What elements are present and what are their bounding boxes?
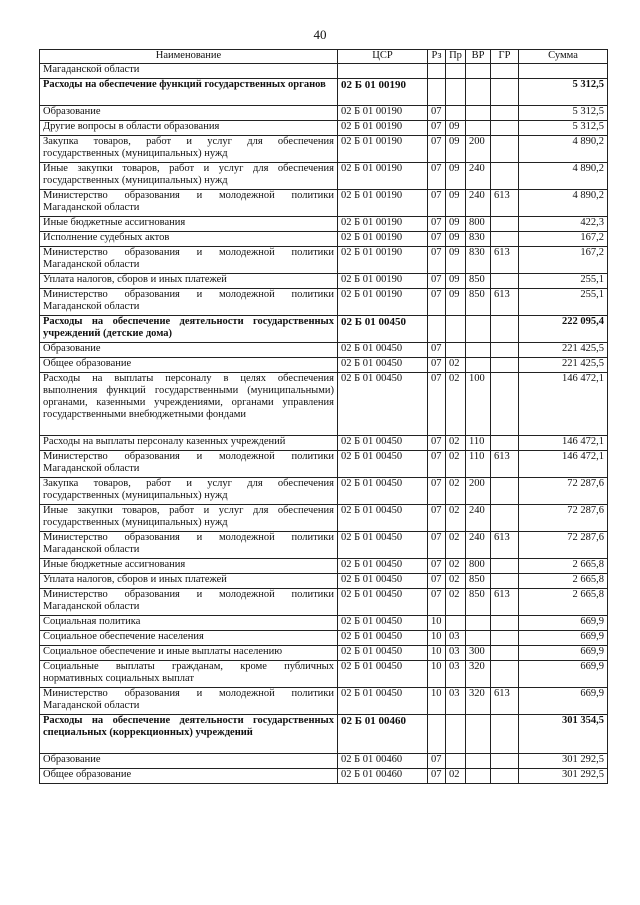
cell-name: Иные бюджетные ассигнования xyxy=(40,217,338,232)
cell-sum: 5 312,5 xyxy=(519,121,608,136)
cell-csr: 02 Б 01 00450 xyxy=(338,631,428,646)
cell-sum: 301 292,5 xyxy=(519,754,608,769)
cell-csr: 02 Б 01 00190 xyxy=(338,232,428,247)
budget-table xyxy=(39,49,608,784)
cell-rz: 07 xyxy=(428,559,446,574)
cell-gr xyxy=(491,343,519,358)
cell-rz: 10 xyxy=(428,688,446,715)
cell-vr xyxy=(466,715,491,754)
cell-name: Министерство образования и молодежной политики Магаданской области xyxy=(40,532,338,559)
cell-pr: 02 xyxy=(446,559,466,574)
cell-csr: 02 Б 01 00450 xyxy=(338,373,428,436)
cell-name: Другие вопросы в области образования xyxy=(40,121,338,136)
header-csr: ЦСР xyxy=(338,50,428,64)
cell-name: Расходы на обеспечение функций государственных органов xyxy=(40,79,338,106)
cell-csr: 02 Б 01 00450 xyxy=(338,343,428,358)
cell-pr: 02 xyxy=(446,574,466,589)
cell-rz: 07 xyxy=(428,136,446,163)
table-row xyxy=(40,478,608,505)
cell-name: Социальная политика xyxy=(40,616,338,631)
cell-pr: 03 xyxy=(446,646,466,661)
cell-csr: 02 Б 01 00450 xyxy=(338,532,428,559)
cell-rz: 07 xyxy=(428,358,446,373)
cell-sum: 422,3 xyxy=(519,217,608,232)
cell-gr xyxy=(491,106,519,121)
cell-name: Общее образование xyxy=(40,769,338,784)
cell-pr: 03 xyxy=(446,631,466,646)
cell-sum: 301 354,5 xyxy=(519,715,608,754)
cell-rz: 07 xyxy=(428,754,446,769)
table-row xyxy=(40,136,608,163)
cell-rz xyxy=(428,79,446,106)
cell-vr: 240 xyxy=(466,190,491,217)
cell-rz xyxy=(428,316,446,343)
cell-name: Закупка товаров, работ и услуг для обеспечения государственных (муниципальных) нужд xyxy=(40,478,338,505)
cell-pr: 02 xyxy=(446,373,466,436)
table-row xyxy=(40,64,608,79)
table-row xyxy=(40,106,608,121)
cell-rz: 07 xyxy=(428,373,446,436)
cell-pr: 09 xyxy=(446,232,466,247)
cell-gr xyxy=(491,559,519,574)
cell-vr xyxy=(466,754,491,769)
cell-name: Иные закупки товаров, работ и услуг для обеспечения государственных (муниципальных) нужд xyxy=(40,163,338,190)
cell-vr: 240 xyxy=(466,163,491,190)
table-row xyxy=(40,232,608,247)
cell-name: Уплата налогов, сборов и иных платежей xyxy=(40,574,338,589)
cell-gr xyxy=(491,274,519,289)
cell-gr xyxy=(491,163,519,190)
cell-rz: 10 xyxy=(428,616,446,631)
table-row xyxy=(40,79,608,106)
cell-rz: 07 xyxy=(428,532,446,559)
cell-sum xyxy=(519,64,608,79)
table-row xyxy=(40,373,608,436)
cell-pr: 02 xyxy=(446,769,466,784)
cell-pr xyxy=(446,316,466,343)
cell-sum: 669,9 xyxy=(519,616,608,631)
cell-vr xyxy=(466,316,491,343)
cell-sum: 5 312,5 xyxy=(519,79,608,106)
cell-csr: 02 Б 01 00460 xyxy=(338,754,428,769)
table-row xyxy=(40,274,608,289)
cell-rz: 10 xyxy=(428,631,446,646)
cell-gr xyxy=(491,79,519,106)
cell-sum: 222 095,4 xyxy=(519,316,608,343)
cell-pr: 02 xyxy=(446,451,466,478)
header-pr: Пр xyxy=(446,50,466,64)
table-body xyxy=(40,64,608,784)
cell-csr: 02 Б 01 00190 xyxy=(338,274,428,289)
cell-sum: 146 472,1 xyxy=(519,451,608,478)
cell-vr: 200 xyxy=(466,478,491,505)
cell-sum: 255,1 xyxy=(519,274,608,289)
header-rz: Рз xyxy=(428,50,446,64)
cell-pr: 02 xyxy=(446,505,466,532)
table-row xyxy=(40,646,608,661)
cell-rz: 07 xyxy=(428,106,446,121)
cell-gr xyxy=(491,217,519,232)
cell-pr: 03 xyxy=(446,688,466,715)
cell-gr xyxy=(491,661,519,688)
cell-name: Расходы на выплаты персоналу казенных учреждений xyxy=(40,436,338,451)
cell-gr: 613 xyxy=(491,589,519,616)
cell-vr xyxy=(466,121,491,136)
cell-csr: 02 Б 01 00450 xyxy=(338,358,428,373)
cell-name: Иные бюджетные ассигнования xyxy=(40,559,338,574)
cell-vr xyxy=(466,106,491,121)
table-row xyxy=(40,532,608,559)
cell-csr: 02 Б 01 00450 xyxy=(338,436,428,451)
table-row xyxy=(40,247,608,274)
table-row xyxy=(40,754,608,769)
cell-csr: 02 Б 01 00450 xyxy=(338,589,428,616)
cell-rz: 07 xyxy=(428,121,446,136)
cell-pr xyxy=(446,715,466,754)
cell-vr xyxy=(466,358,491,373)
table-row xyxy=(40,505,608,532)
cell-name: Министерство образования и молодежной политики Магаданской области xyxy=(40,247,338,274)
cell-name: Социальные выплаты гражданам, кроме публичных нормативных социальных выплат xyxy=(40,661,338,688)
cell-vr: 850 xyxy=(466,589,491,616)
cell-vr: 800 xyxy=(466,217,491,232)
cell-rz: 10 xyxy=(428,661,446,688)
cell-csr: 02 Б 01 00450 xyxy=(338,646,428,661)
cell-gr: 613 xyxy=(491,532,519,559)
cell-name: Магаданской области xyxy=(40,64,338,79)
cell-csr: 02 Б 01 00450 xyxy=(338,478,428,505)
cell-pr: 02 xyxy=(446,358,466,373)
cell-sum: 4 890,2 xyxy=(519,163,608,190)
table-row xyxy=(40,436,608,451)
table-row xyxy=(40,316,608,343)
cell-gr xyxy=(491,358,519,373)
table-row xyxy=(40,574,608,589)
cell-rz: 07 xyxy=(428,163,446,190)
cell-vr: 240 xyxy=(466,505,491,532)
cell-name: Социальное обеспечение и иные выплаты населению xyxy=(40,646,338,661)
cell-pr: 09 xyxy=(446,136,466,163)
table-row xyxy=(40,661,608,688)
cell-gr xyxy=(491,715,519,754)
cell-rz xyxy=(428,64,446,79)
cell-vr: 850 xyxy=(466,574,491,589)
cell-name: Образование xyxy=(40,343,338,358)
cell-pr: 09 xyxy=(446,190,466,217)
header-vr: ВР xyxy=(466,50,491,64)
table-row xyxy=(40,616,608,631)
table-row xyxy=(40,589,608,616)
cell-vr: 850 xyxy=(466,274,491,289)
cell-csr: 02 Б 01 00450 xyxy=(338,574,428,589)
cell-sum: 167,2 xyxy=(519,247,608,274)
table-row xyxy=(40,358,608,373)
cell-pr xyxy=(446,106,466,121)
cell-rz: 07 xyxy=(428,505,446,532)
cell-name: Исполнение судебных актов xyxy=(40,232,338,247)
table-row xyxy=(40,343,608,358)
cell-gr xyxy=(491,316,519,343)
page-number: 40 xyxy=(313,27,327,42)
cell-name: Министерство образования и молодежной политики Магаданской области xyxy=(40,289,338,316)
cell-pr: 09 xyxy=(446,274,466,289)
cell-sum: 221 425,5 xyxy=(519,343,608,358)
cell-pr xyxy=(446,616,466,631)
cell-gr xyxy=(491,478,519,505)
cell-sum: 72 287,6 xyxy=(519,505,608,532)
cell-gr: 613 xyxy=(491,289,519,316)
cell-gr xyxy=(491,631,519,646)
table-header-row xyxy=(40,50,608,64)
table-row xyxy=(40,769,608,784)
cell-sum: 669,9 xyxy=(519,661,608,688)
cell-pr xyxy=(446,79,466,106)
cell-csr: 02 Б 01 00190 xyxy=(338,247,428,274)
cell-sum: 2 665,8 xyxy=(519,589,608,616)
cell-csr: 02 Б 01 00450 xyxy=(338,451,428,478)
cell-pr: 02 xyxy=(446,436,466,451)
cell-csr: 02 Б 01 00450 xyxy=(338,505,428,532)
cell-gr xyxy=(491,574,519,589)
cell-rz: 07 xyxy=(428,574,446,589)
cell-name: Образование xyxy=(40,106,338,121)
cell-sum: 221 425,5 xyxy=(519,358,608,373)
cell-rz: 07 xyxy=(428,190,446,217)
cell-csr: 02 Б 01 00190 xyxy=(338,106,428,121)
cell-rz: 07 xyxy=(428,217,446,232)
cell-rz: 07 xyxy=(428,589,446,616)
cell-vr xyxy=(466,616,491,631)
cell-name: Министерство образования и молодежной политики Магаданской области xyxy=(40,190,338,217)
cell-sum: 2 665,8 xyxy=(519,574,608,589)
cell-rz: 07 xyxy=(428,232,446,247)
cell-rz: 07 xyxy=(428,451,446,478)
cell-csr: 02 Б 01 00450 xyxy=(338,661,428,688)
cell-csr: 02 Б 01 00450 xyxy=(338,316,428,343)
cell-rz: 07 xyxy=(428,436,446,451)
cell-name: Расходы на обеспечение деятельности государственных специальных (коррекционных) учреждений xyxy=(40,715,338,754)
cell-csr: 02 Б 01 00450 xyxy=(338,616,428,631)
cell-name: Министерство образования и молодежной политики Магаданской области xyxy=(40,451,338,478)
cell-pr: 09 xyxy=(446,247,466,274)
cell-gr xyxy=(491,373,519,436)
cell-gr xyxy=(491,646,519,661)
cell-gr xyxy=(491,505,519,532)
cell-gr xyxy=(491,754,519,769)
cell-pr xyxy=(446,754,466,769)
cell-name: Образование xyxy=(40,754,338,769)
table-row xyxy=(40,289,608,316)
cell-name: Иные закупки товаров, работ и услуг для обеспечения государственных (муниципальных) нужд xyxy=(40,505,338,532)
cell-rz: 07 xyxy=(428,478,446,505)
cell-vr: 830 xyxy=(466,232,491,247)
cell-vr: 320 xyxy=(466,661,491,688)
cell-vr: 110 xyxy=(466,436,491,451)
cell-vr xyxy=(466,79,491,106)
cell-name: Общее образование xyxy=(40,358,338,373)
table-row xyxy=(40,190,608,217)
cell-vr: 850 xyxy=(466,289,491,316)
cell-gr: 613 xyxy=(491,451,519,478)
cell-sum: 255,1 xyxy=(519,289,608,316)
cell-gr xyxy=(491,232,519,247)
cell-name: Уплата налогов, сборов и иных платежей xyxy=(40,274,338,289)
cell-vr: 100 xyxy=(466,373,491,436)
cell-sum: 669,9 xyxy=(519,646,608,661)
table-row xyxy=(40,631,608,646)
table-row xyxy=(40,715,608,754)
cell-gr: 613 xyxy=(491,688,519,715)
cell-pr xyxy=(446,343,466,358)
cell-rz: 07 xyxy=(428,769,446,784)
cell-sum: 669,9 xyxy=(519,631,608,646)
cell-rz xyxy=(428,715,446,754)
cell-vr xyxy=(466,64,491,79)
cell-rz: 07 xyxy=(428,274,446,289)
cell-sum: 4 890,2 xyxy=(519,190,608,217)
cell-pr: 09 xyxy=(446,289,466,316)
cell-pr: 09 xyxy=(446,217,466,232)
table-row xyxy=(40,451,608,478)
cell-rz: 07 xyxy=(428,289,446,316)
cell-vr xyxy=(466,631,491,646)
cell-name: Закупка товаров, работ и услуг для обеспечения государственных (муниципальных) нужд xyxy=(40,136,338,163)
cell-gr xyxy=(491,64,519,79)
cell-vr xyxy=(466,769,491,784)
cell-csr xyxy=(338,64,428,79)
table-row xyxy=(40,121,608,136)
cell-gr xyxy=(491,136,519,163)
cell-csr: 02 Б 01 00450 xyxy=(338,688,428,715)
cell-sum: 5 312,5 xyxy=(519,106,608,121)
header-name: Наименование xyxy=(40,50,338,64)
table-row xyxy=(40,559,608,574)
cell-name: Министерство образования и молодежной политики Магаданской области xyxy=(40,589,338,616)
cell-csr: 02 Б 01 00190 xyxy=(338,190,428,217)
cell-vr: 800 xyxy=(466,559,491,574)
cell-gr xyxy=(491,121,519,136)
cell-pr: 09 xyxy=(446,163,466,190)
table-row xyxy=(40,217,608,232)
cell-name: Расходы на выплаты персоналу в целях обеспечения выполнения функций государственными (муниципальными) органами, казенными учреждениями, органами управления государственными внебюджетными фондами xyxy=(40,373,338,436)
cell-gr: 613 xyxy=(491,247,519,274)
cell-vr: 830 xyxy=(466,247,491,274)
cell-vr: 300 xyxy=(466,646,491,661)
cell-sum: 146 472,1 xyxy=(519,373,608,436)
cell-pr: 02 xyxy=(446,532,466,559)
cell-csr: 02 Б 01 00190 xyxy=(338,163,428,190)
cell-sum: 167,2 xyxy=(519,232,608,247)
cell-pr: 03 xyxy=(446,661,466,688)
cell-sum: 301 292,5 xyxy=(519,769,608,784)
cell-pr: 09 xyxy=(446,121,466,136)
cell-rz: 10 xyxy=(428,646,446,661)
table-row xyxy=(40,163,608,190)
cell-name: Социальное обеспечение населения xyxy=(40,631,338,646)
cell-csr: 02 Б 01 00190 xyxy=(338,79,428,106)
cell-vr: 200 xyxy=(466,136,491,163)
cell-csr: 02 Б 01 00450 xyxy=(338,559,428,574)
cell-name: Министерство образования и молодежной политики Магаданской области xyxy=(40,688,338,715)
cell-vr xyxy=(466,343,491,358)
cell-csr: 02 Б 01 00190 xyxy=(338,217,428,232)
cell-gr xyxy=(491,436,519,451)
cell-rz: 07 xyxy=(428,247,446,274)
cell-csr: 02 Б 01 00190 xyxy=(338,289,428,316)
cell-pr: 02 xyxy=(446,589,466,616)
cell-sum: 4 890,2 xyxy=(519,136,608,163)
cell-vr: 320 xyxy=(466,688,491,715)
cell-sum: 72 287,6 xyxy=(519,478,608,505)
cell-gr xyxy=(491,769,519,784)
cell-rz: 07 xyxy=(428,343,446,358)
cell-vr: 240 xyxy=(466,532,491,559)
cell-name: Расходы на обеспечение деятельности государственных учреждений (детские дома) xyxy=(40,316,338,343)
cell-csr: 02 Б 01 00460 xyxy=(338,715,428,754)
cell-sum: 146 472,1 xyxy=(519,436,608,451)
cell-csr: 02 Б 01 00190 xyxy=(338,121,428,136)
cell-vr: 110 xyxy=(466,451,491,478)
cell-pr xyxy=(446,64,466,79)
cell-csr: 02 Б 01 00460 xyxy=(338,769,428,784)
cell-csr: 02 Б 01 00190 xyxy=(338,136,428,163)
cell-sum: 72 287,6 xyxy=(519,532,608,559)
table-row xyxy=(40,688,608,715)
cell-gr xyxy=(491,616,519,631)
cell-pr: 02 xyxy=(446,478,466,505)
cell-sum: 2 665,8 xyxy=(519,559,608,574)
header-sum: Сумма xyxy=(519,50,608,64)
cell-sum: 669,9 xyxy=(519,688,608,715)
header-gr: ГР xyxy=(491,50,519,64)
cell-gr: 613 xyxy=(491,190,519,217)
